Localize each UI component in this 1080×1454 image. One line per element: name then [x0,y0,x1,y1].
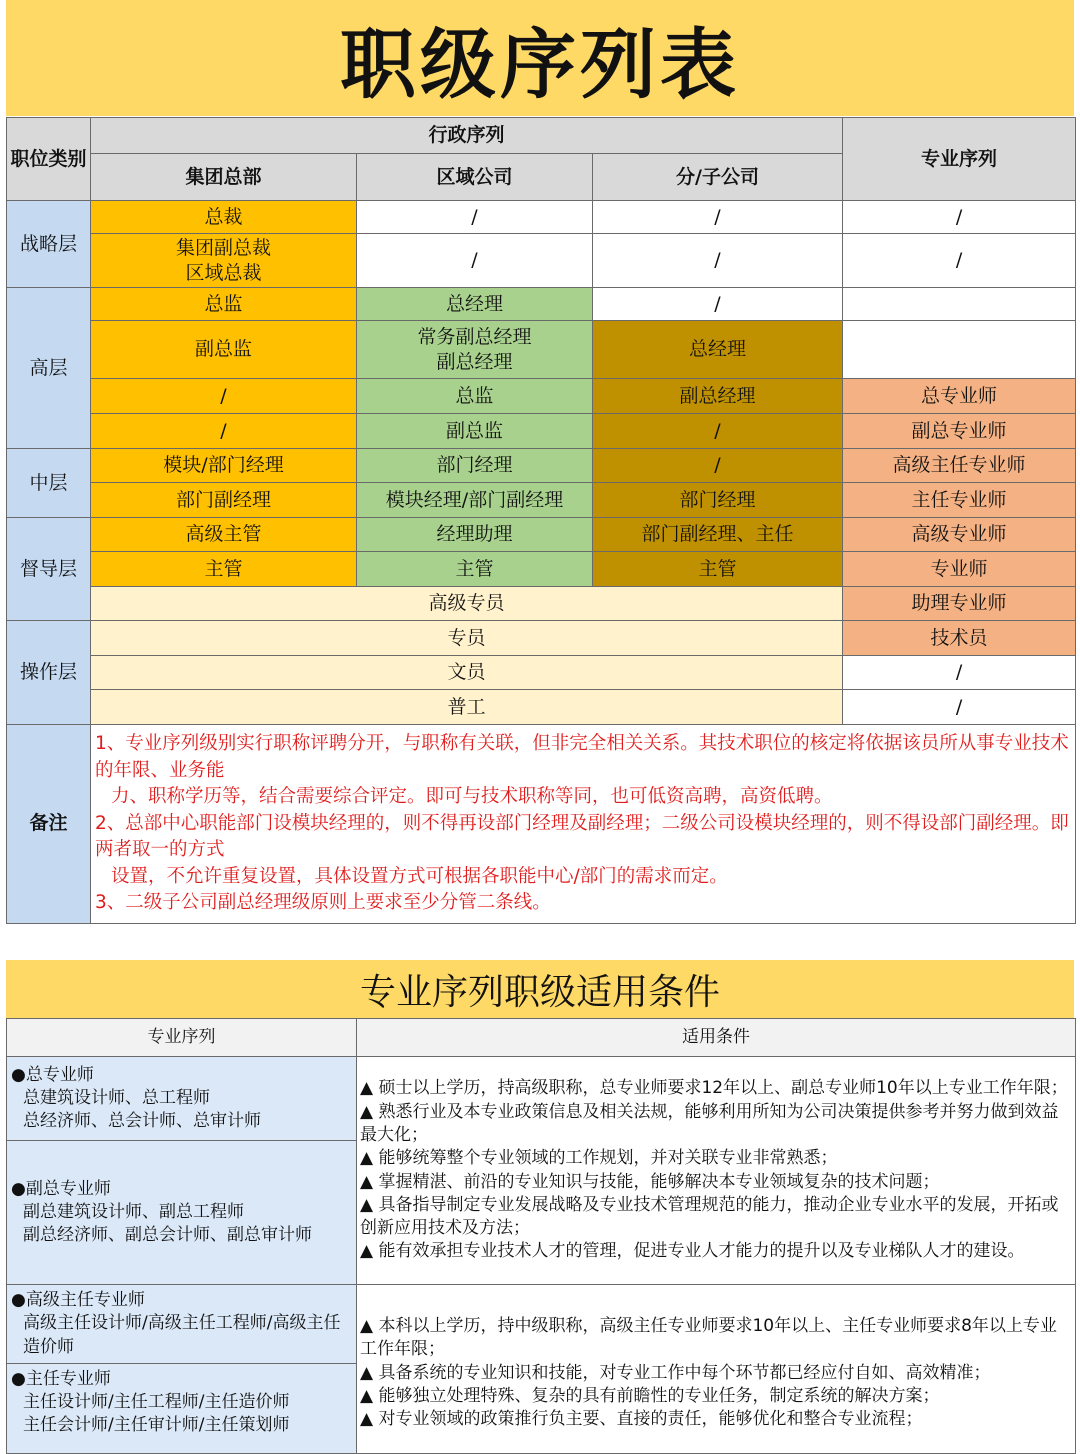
header-branch: 分/子公司 [593,154,843,201]
level-senior: 高层 [7,288,91,449]
cell-branch: 主管 [593,552,843,587]
cell-hq: / [91,379,357,414]
cell-hq: 模块/部门经理 [91,449,357,483]
cell-hq: 高级主管 [91,518,357,552]
cell-pro: 主任专业师 [843,483,1076,518]
cell-pro: / [843,690,1076,725]
series-cell: ●高级主任专业师 高级主任设计师/高级主任工程师/高级主任造价师 [7,1285,357,1364]
level-operation: 操作层 [7,621,91,725]
cell-hq: 副总监 [91,321,357,379]
cell-region: 模块经理/部门副经理 [357,483,593,518]
cell-region: 副总监 [357,414,593,449]
cell-region: 总监 [357,379,593,414]
cell-region: 主管 [357,552,593,587]
grade-table [6,117,1076,924]
level-strategy: 战略层 [7,201,91,288]
cell-branch: / [593,201,843,234]
cell-branch: 副总经理 [593,379,843,414]
cell-region: 总经理 [357,288,593,321]
cell-pro: 高级专业师 [843,518,1076,552]
series-cell: ●总专业师 总建筑设计师、总工程师 总经济师、总会计师、总审计师 [7,1057,357,1141]
cell-pro: 专业师 [843,552,1076,587]
header-series: 专业序列 [7,1019,357,1057]
notes-text: 1、专业序列级别实行职称评聘分开，与职称有关联，但非完全相关关系。其技术职位的核定将依据该员所从事专业技术的年限、业务能 力、职称学历等，结合需要综合评定。即可与技术职称等同，也可低资高聘，高资低聘。 2、总部中心职能部门设模块经理的，则不得再设部门经理及副经理；二级公司设模块经理的，则不得设部门副经理。即两者取一的方式 设置，不允许重复设置，具体设置方式可根据各职能中心/部门的需求而定。 3、二级子公司副总经理级原则上要求至少分管二条线。 [91,725,1076,924]
cell-pro [843,288,1076,321]
header-category: 职位类别 [7,118,91,201]
series-cell: ●主任专业师 主任设计师/主任工程师/主任造价师 主任会计师/主任审计师/主任策划师 [7,1363,357,1453]
level-supervisor: 督导层 [7,518,91,621]
cell-pro: / [843,201,1076,234]
cell-branch: 部门副经理、主任 [593,518,843,552]
page-title: 职级序列表 [6,0,1074,116]
cell-branch: 部门经理 [593,483,843,518]
header-region: 区域公司 [357,154,593,201]
cell-hq: / [91,414,357,449]
cell-branch: / [593,449,843,483]
header-admin: 行政序列 [91,118,843,154]
cell-general: 文员 [91,656,843,690]
cell-hq: 主管 [91,552,357,587]
level-notes: 备注 [7,725,91,924]
cell-general: 普工 [91,690,843,725]
cell-region: 部门经理 [357,449,593,483]
cell-pro: 技术员 [843,621,1076,656]
section-title: 专业序列职级适用条件 [6,960,1074,1018]
level-middle: 中层 [7,449,91,518]
cell-pro: 高级主任专业师 [843,449,1076,483]
cell-general: 专员 [91,621,843,656]
cell-general: 高级专员 [91,587,843,621]
cell-hq: 部门副经理 [91,483,357,518]
cell-pro: / [843,656,1076,690]
cell-pro: 助理专业师 [843,587,1076,621]
cell-pro: / [843,234,1076,288]
cell-pro: 副总专业师 [843,414,1076,449]
cell-branch: 总经理 [593,321,843,379]
header-pro: 专业序列 [843,118,1076,201]
conditions-table [6,1018,1076,1454]
cell-pro [843,321,1076,379]
cell-region: / [357,201,593,234]
series-cell: ●副总专业师 副总建筑设计师、副总工程师 副总经济师、副总会计师、副总审计师 [7,1141,357,1285]
cell-hq: 总监 [91,288,357,321]
header-conditions: 适用条件 [357,1019,1076,1057]
cell-branch: / [593,414,843,449]
cell-hq: 总裁 [91,201,357,234]
cell-hq: 集团副总裁 区域总裁 [91,234,357,288]
cell-branch: / [593,234,843,288]
header-hq: 集团总部 [91,154,357,201]
conditions-cell: ▲ 硕士以上学历，持高级职称，总专业师要求12年以上、副总专业师10年以上专业工作年限； ▲ 熟悉行业及本专业政策信息及相关法规，能够利用所知为公司决策提供参考并努力做到效益最大化； ▲ 能够统筹整个专业领域的工作规划，并对关联专业非常熟悉； ▲ 掌握精湛、前沿的专业知识与技能，能够解决本专业领域复杂的技术问题； ▲ 具备指导制定专业发展战略及专业技术管理规范的能力，推动企业专业水平的发展，开拓或创新应用技术及方法； ▲ 能有效承担专业技术人才的管理，促进专业人才能力的提升以及专业梯队人才的建设。 [357,1057,1076,1285]
cell-region: 常务副总经理 副总经理 [357,321,593,379]
cell-region: / [357,234,593,288]
cell-region: 经理助理 [357,518,593,552]
cell-branch: / [593,288,843,321]
conditions-cell: ▲ 本科以上学历，持中级职称，高级主任专业师要求10年以上、主任专业师要求8年以上专业工作年限； ▲ 具备系统的专业知识和技能，对专业工作中每个环节都已经应付自如、高效精准； ▲ 能够独立处理特殊、复杂的具有前瞻性的专业任务，制定系统的解决方案； ▲ 对专业领域的政策推行负主要、直接的责任，能够优化和整合专业流程； [357,1285,1076,1454]
cell-pro: 总专业师 [843,379,1076,414]
